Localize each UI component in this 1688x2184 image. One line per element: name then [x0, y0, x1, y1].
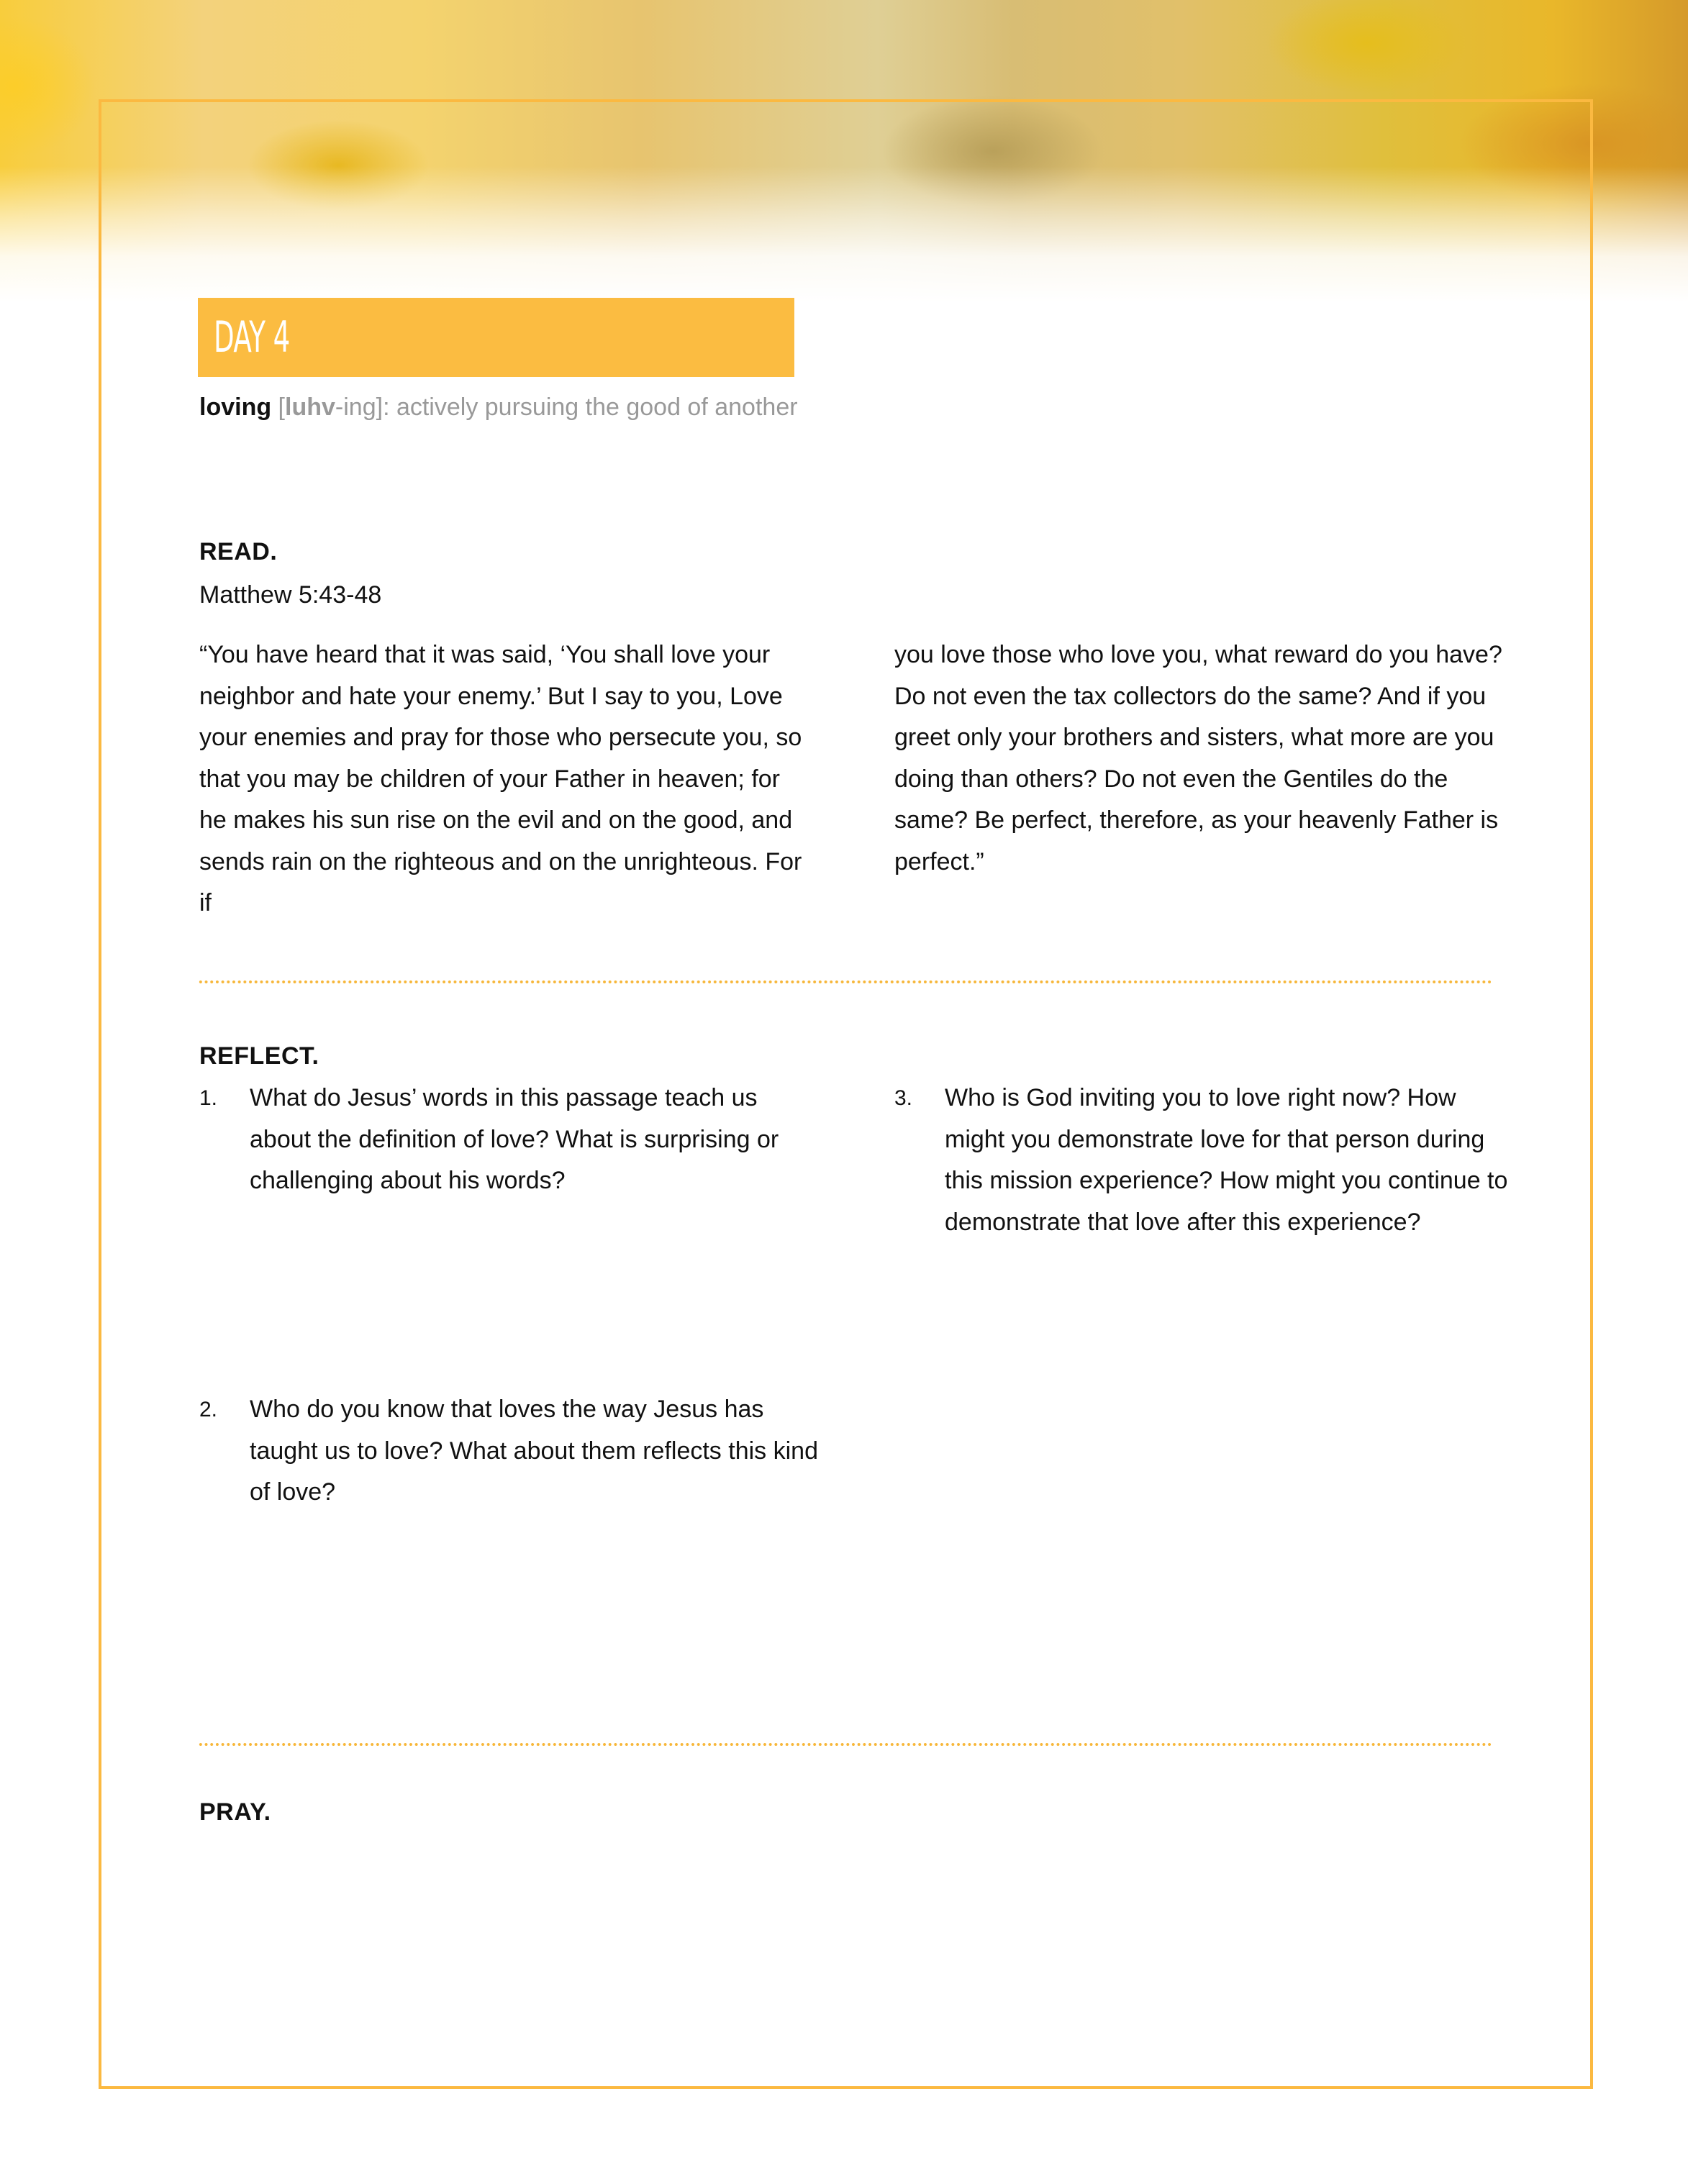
passage-right-column: you love those who love you, what reward do you have? Do not even the tax collectors do the same? And if you greet only your brothers and sisters, what more are you doing than others? Do not even the Gentiles do the same? Be perfect, therefore, as your heavenly Father is perfect.”	[894, 641, 1502, 875]
question-text: What do Jesus’ words in this passage teach us about the definition of love? What is surprising or challenging about his words?	[250, 1084, 779, 1194]
pray-heading: PRAY.	[199, 1798, 271, 1826]
question-number: 1.	[199, 1086, 218, 1110]
question-text: Who is God inviting you to love right now? How might you demonstrate love for that person during this mission experience? How might you continue to demonstrate that love after this experience?	[945, 1084, 1508, 1236]
pronunciation-stress: luhv	[285, 393, 335, 421]
word-definition	[199, 387, 804, 428]
section-divider-dotted	[198, 1743, 1491, 1746]
question-number: 3.	[894, 1086, 913, 1110]
pronunciation-rest: -ing]	[335, 393, 384, 421]
day-banner	[198, 298, 794, 377]
scripture-reference: Matthew 5:43-48	[199, 581, 382, 609]
question-number: 2.	[199, 1398, 218, 1421]
day-title: DAY 4	[214, 312, 290, 363]
reflect-heading: REFLECT.	[199, 1042, 319, 1070]
definition-meaning: : actively pursuing the good of another	[383, 393, 798, 421]
section-divider-dotted	[198, 980, 1491, 983]
question-text: Who do you know that loves the way Jesus has taught us to love? What about them reflects this kind of love?	[250, 1396, 818, 1506]
definition-word: loving	[199, 393, 272, 421]
read-heading: READ.	[199, 538, 278, 565]
pronunciation-open: [	[271, 393, 286, 421]
passage-left-column: “You have heard that it was said, ‘You shall love your neighbor and hate your enemy.’ But I say to you, Love your enemies and pray for those who persecute you, so that you may be children of your Father in heaven; for he makes his sun rise on the evil and on the good, and sends rain on the righteous and on the unrighteous. For if	[199, 641, 802, 916]
